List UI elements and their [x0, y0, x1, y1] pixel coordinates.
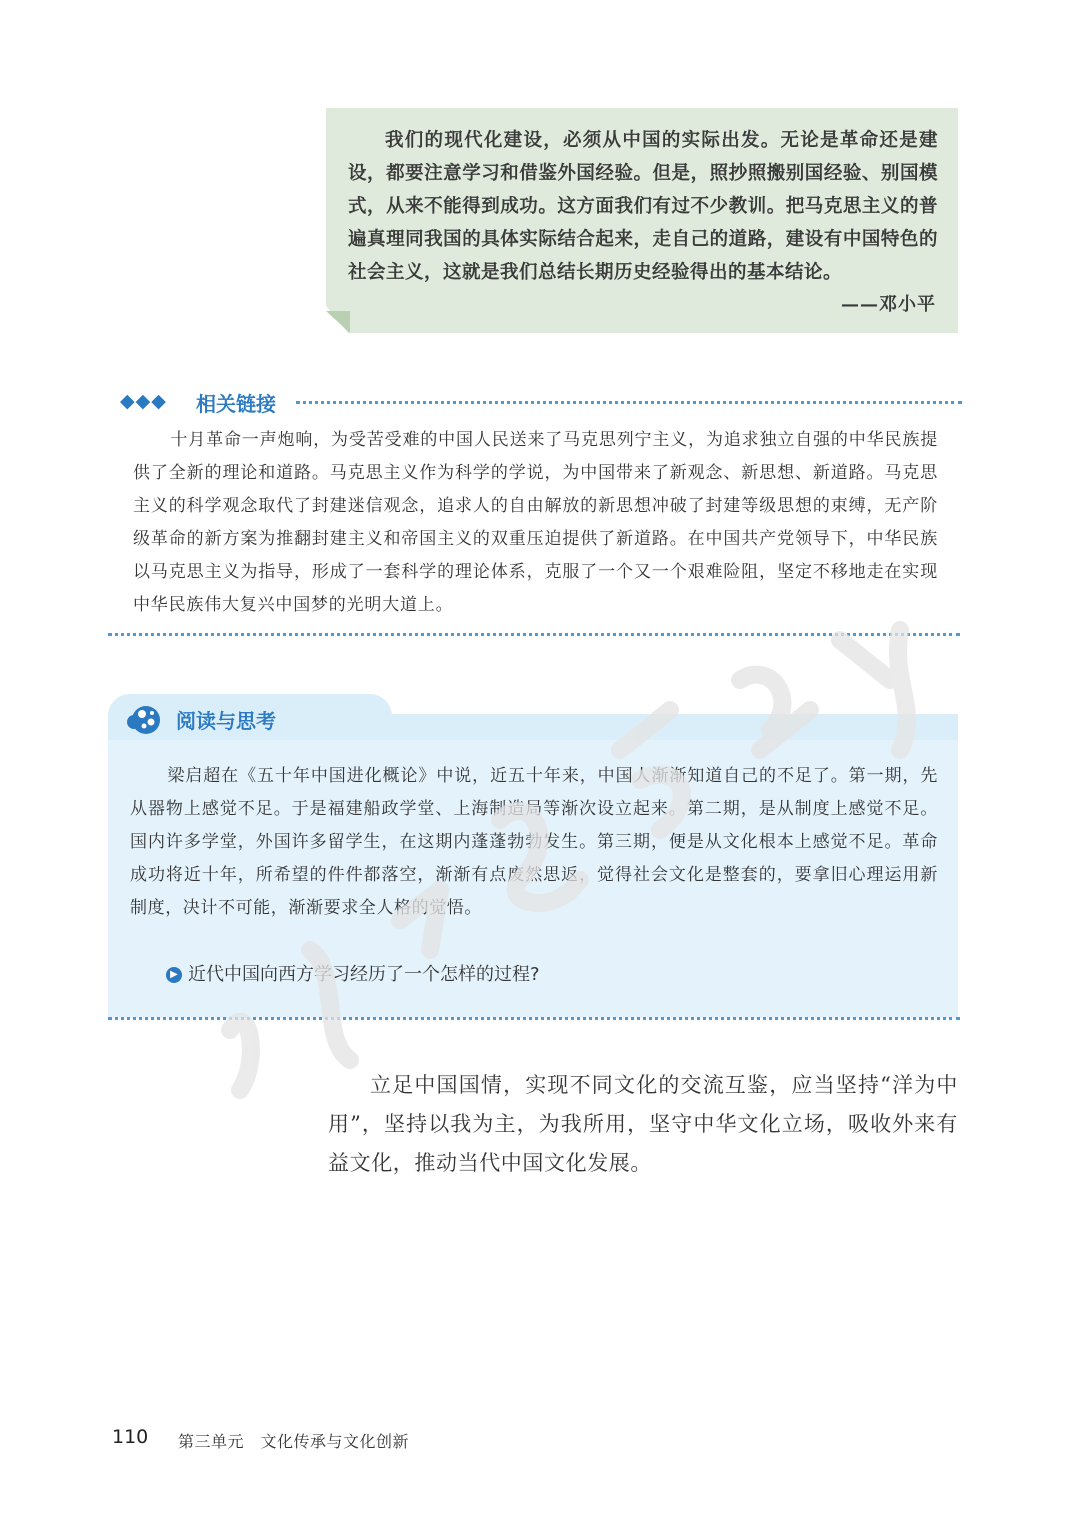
diamond-bullets-icon: ◆◆◆	[120, 390, 167, 412]
quote-text: 我们的现代化建设，必须从中国的实际出发。无论是革命还是建设，都要注意学习和借鉴外国经验。但是，照抄照搬别国经验、别国模式，从来不能得到成功。这方面我们有过不少教训。把马克思主义的普遍真理同我国的具体实际结合起来，走自己的道路，建设有中国特色的社会主义，这就是我们总结长期历史经验得出的基本结论。	[348, 130, 938, 283]
dotted-divider	[296, 401, 962, 404]
page-number: 110	[112, 1426, 149, 1448]
reading-title: 阅读与思考	[176, 709, 276, 733]
related-link-title: 相关链接	[196, 392, 276, 416]
reading-question	[166, 960, 540, 986]
body-paragraph: 立足中国国情，实现不同文化的交流互鉴，应当坚持“洋为中用”，坚持以我为主，为我所用，坚守中华文化立场，吸收外来有益文化，推动当代中国文化发展。	[328, 1073, 958, 1175]
dotted-divider	[108, 633, 960, 636]
related-link-text: 十月革命一声炮响，为受苦受难的中国人民送来了马克思列宁主义，为追求独立自强的中华民族提供了全新的理论和道路。马克思主义作为科学的学说，为中国带来了新观念、新思想、新道路。马克思主义的科学观念取代了封建迷信观念，追求人的自由解放的新思想冲破了封建等级思想的束缚，无产阶级革命的新方案为推翻封建主义和帝国主义的双重压迫提供了新道路。在中国共产党领导下，中华民族以马克思主义为指导，形成了一套科学的理论体系，克服了一个又一个艰难险阻，坚定不移地走在实现中华民族伟大复兴中国梦的光明大道上。	[133, 430, 938, 615]
reading-text: 梁启超在《五十年中国进化概论》中说，近五十年来，中国人渐渐知道自己的不足了。第一期，先从器物上感觉不足。于是福建船政学堂、上海制造局等渐次设立起来。第二期，是从制度上感觉不足。国内许多学堂，外国许多留学生，在这期内蓬蓬勃勃发生。第三期，便是从文化根本上感觉不足。革命成功将近十年，所希望的件件都落空，渐渐有点废然思返，觉得社会文化是整套的，要拿旧心理运用新制度，决计不可能，渐渐要求全人格的觉悟。	[130, 766, 938, 918]
reading-question-text: 近代中国向西方学习经历了一个怎样的过程?	[188, 964, 540, 985]
related-link-header	[120, 388, 962, 418]
dotted-divider	[108, 1017, 960, 1020]
footer-unit-title: 第三单元 文化传承与文化创新	[178, 1432, 410, 1451]
quote-author: ——邓小平	[841, 294, 936, 315]
reading-icon	[126, 702, 162, 738]
play-arrow-icon: ▶	[166, 967, 182, 983]
